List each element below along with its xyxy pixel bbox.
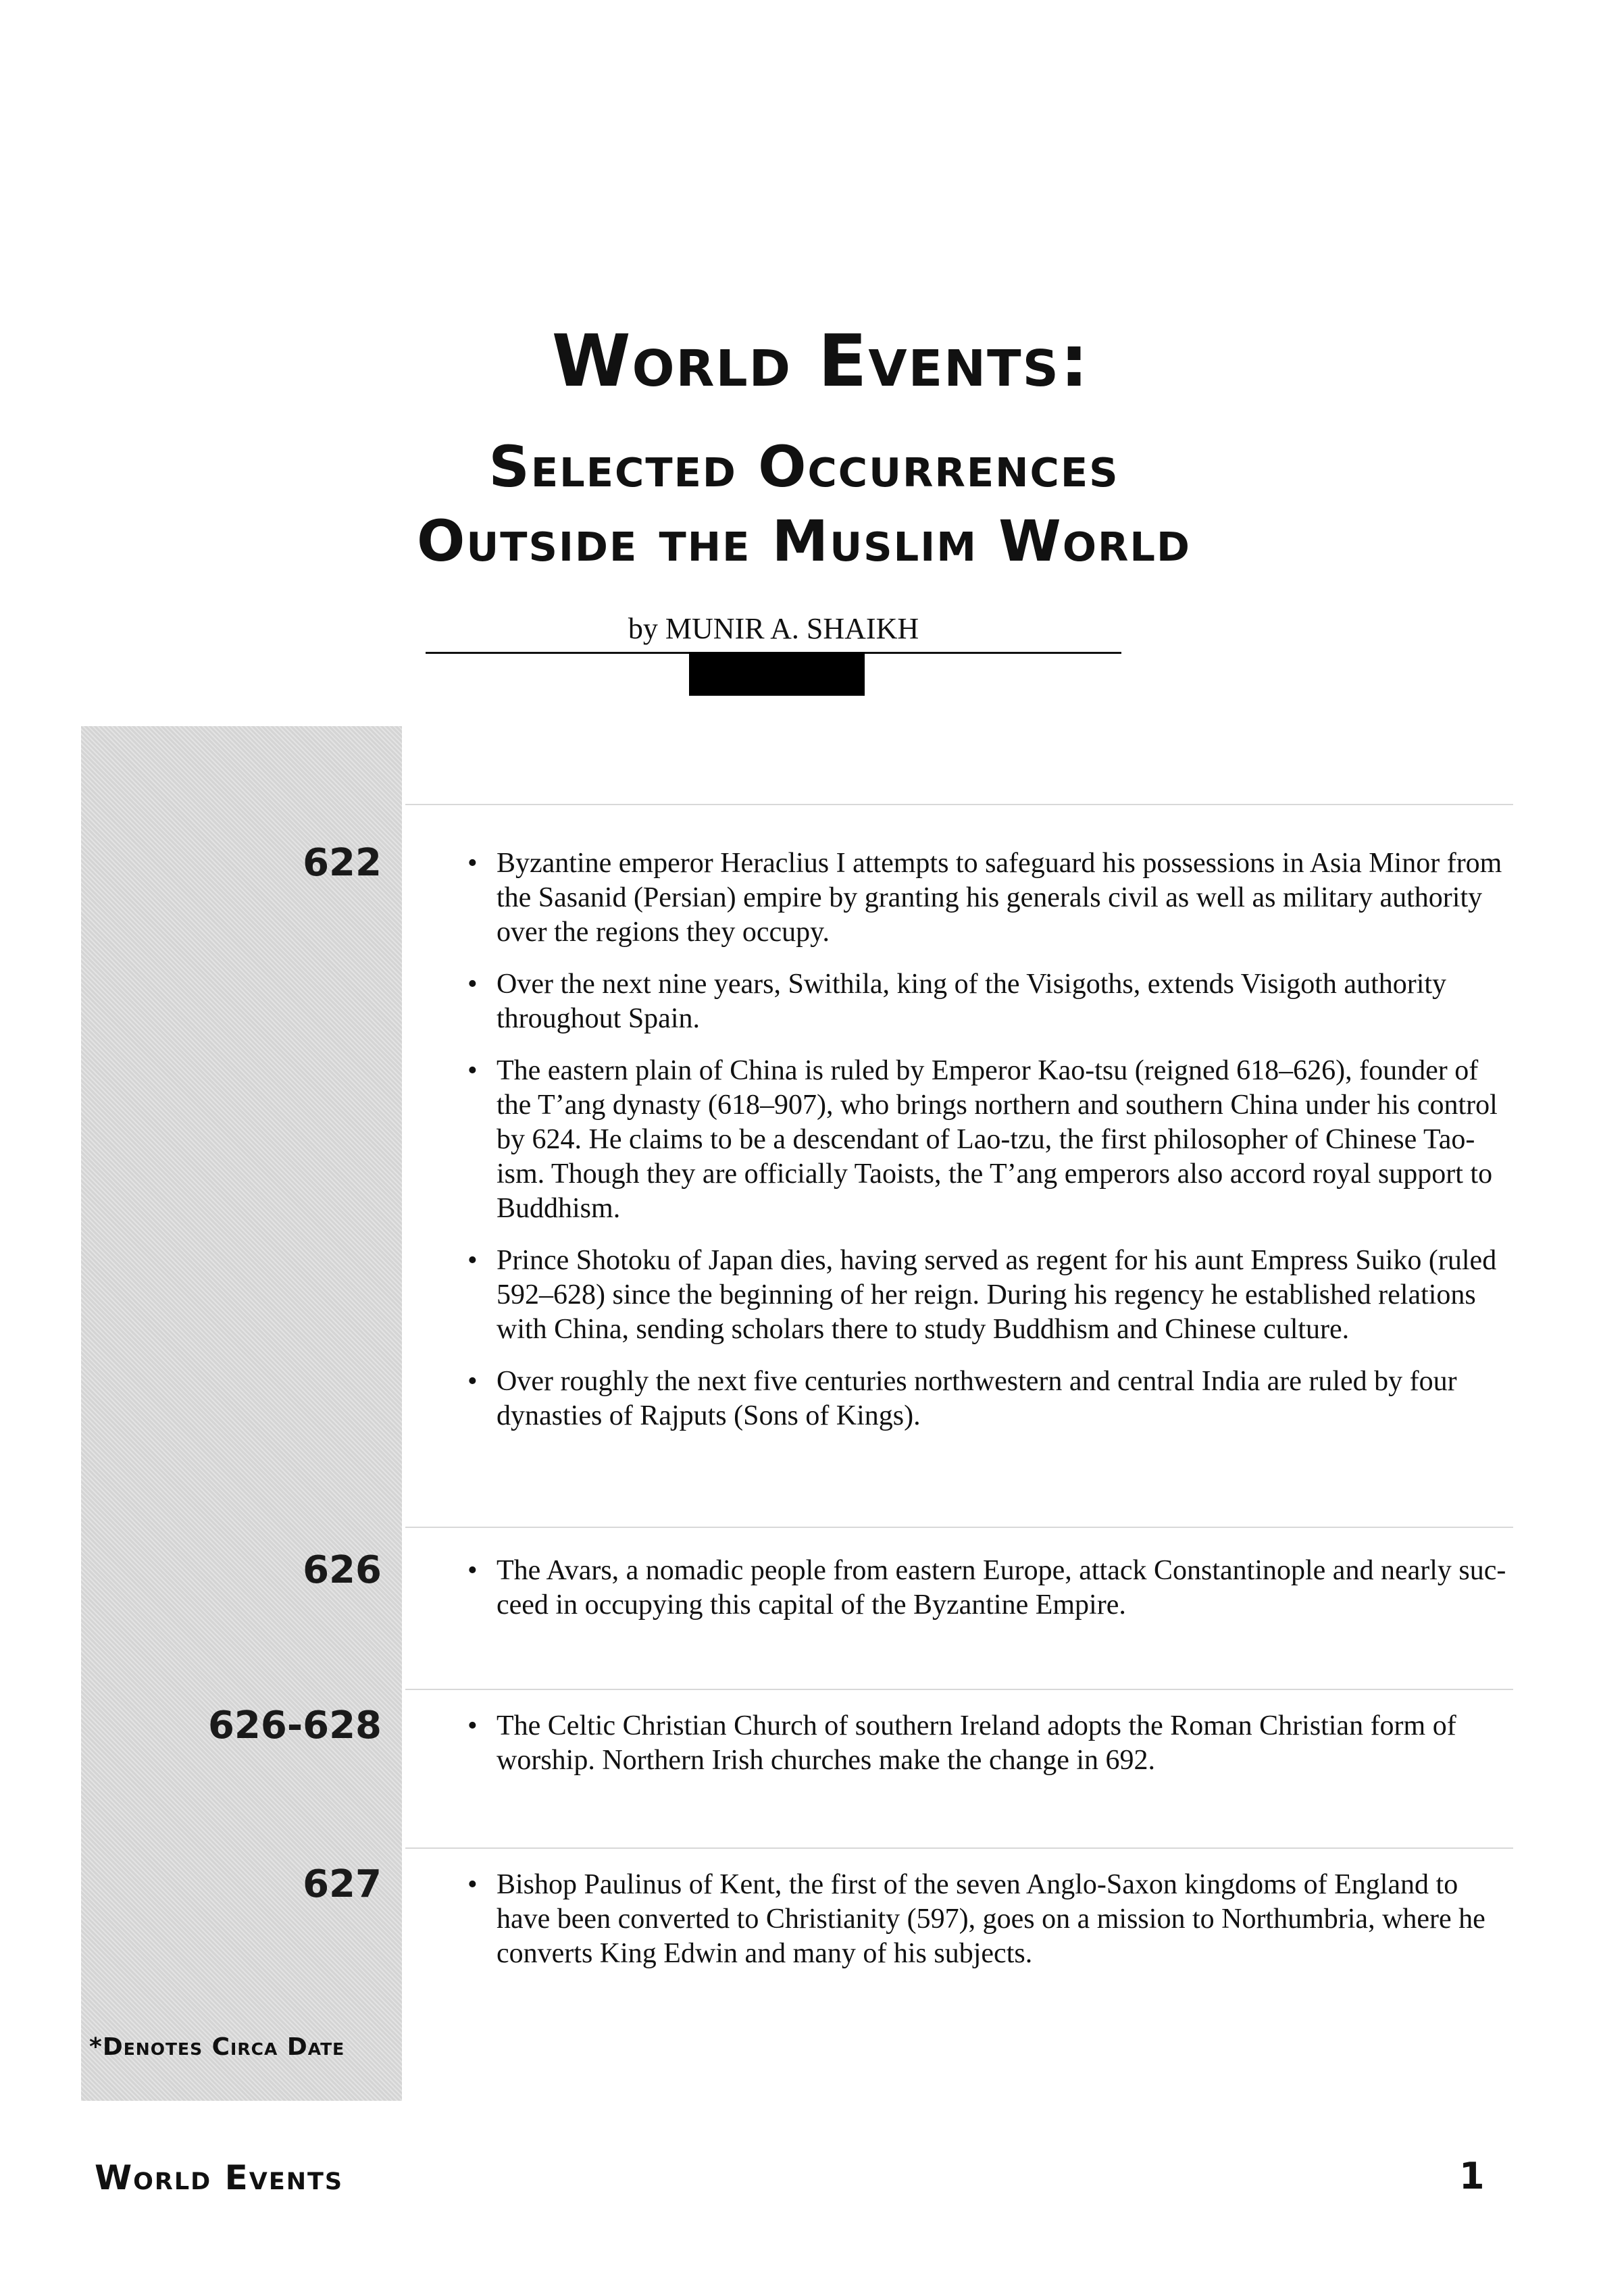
footer-section-title: World Events [95,2158,344,2197]
year-label: 622 [303,841,382,885]
circa-asterisk: * [89,2033,103,2061]
circa-date-note [89,2033,345,2061]
event-item: • Over the next nine years, Swithila, king of the Visigoths, extends Visigoth authority throughout Spain. [459,967,1513,1036]
event-list [459,1709,1513,1795]
section-divider [405,1689,1513,1690]
page-title: World Events: [551,320,1090,403]
section-divider [405,1527,1513,1528]
page-subtitle-line-2: Outside the Muslim World [416,508,1191,574]
event-item: • Over roughly the next five centuries northwestern and central India are ruled by four dynasties of Rajputs (Sons of Kings). [459,1364,1513,1433]
event-item: • The Avars, a nomadic people from eastern Europe, attack Constantinople and nearly suc-ceed in occupying this capital of the Byzantine Empire. [459,1554,1513,1623]
event-item: • Bishop Paulinus of Kent, the first of the seven Anglo-Saxon kingdoms of England to have been converted to Christianity (597), goes on a mission to Northumbria, where he converts King Edwin and many of his subjects. [459,1868,1513,1971]
circa-note-text: Denotes Circa Date [102,2033,345,2061]
author-byline: by MUNIR A. SHAIKH [628,612,919,645]
event-item: • The Celtic Christian Church of southern Ireland adopts the Roman Christian form of worship. Northern Irish churches make the change in 692. [459,1709,1513,1778]
page-number: 1 [1459,2155,1485,2197]
year-label: 627 [303,1862,382,1906]
byline-bar [689,652,865,696]
event-item: • The eastern plain of China is ruled by Emperor Kao-tsu (reigned 618–626), founder of the T’ang dynasty (618–907), who brings northern and southern China under his control by 624. He claims to be a descendant of Lao-tzu, the first philosopher of Chinese Tao-ism. Though they are officially Taoists, the T’ang emperors also accord royal support to Buddhism. [459,1054,1513,1226]
page-subtitle-line-1: Selected Occurrences [488,434,1119,500]
event-list [459,1868,1513,1989]
event-list [459,846,1513,1451]
section-divider [405,804,1513,805]
section-divider [405,1847,1513,1849]
year-label: 626 [303,1548,382,1592]
event-item: • Byzantine emperor Heraclius I attempts to safeguard his possessions in Asia Minor from the Sasanid (Persian) empire by granting his generals civil as well as military authority over the regions they occupy. [459,846,1513,950]
event-list [459,1554,1513,1640]
title-block [0,317,1601,578]
event-item: • Prince Shotoku of Japan dies, having served as regent for his aunt Empress Suiko (ruled 592–628) since the beginning of her reign. During his regency he established relations with China, sending scholars there to study Buddhism and Chinese culture. [459,1244,1513,1347]
year-label: 626-628 [207,1704,382,1747]
